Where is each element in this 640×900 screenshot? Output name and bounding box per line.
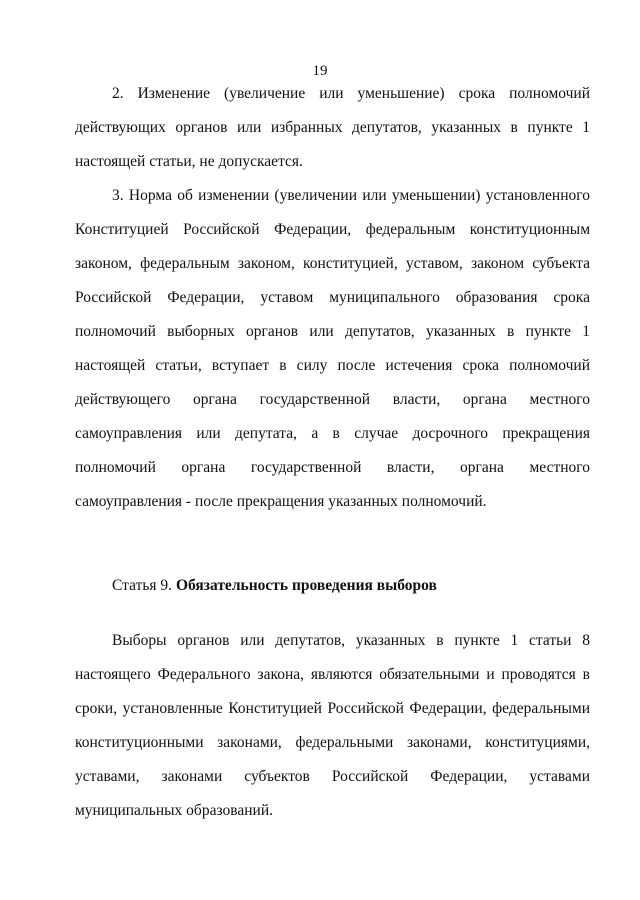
paragraph-term-change: 2. Изменение (увеличение или уменьшение) срока полномочий действующих органов или избранных депутатов, указанных в пункте 1 настоящей статьи, не допускается. [75,85,590,170]
paragraph-norm-entry-into-force: 3. Норма об изменении (увеличении или уменьшении) установленного Конституцией Российской Федерации, федеральным конституционным законом, федеральным законом, конституцией, уставом, законом субъекта Российской Федерации, уставом муниципального образования срока полномочий выборных органов или депутатов, указанных в пункте 1 настоящей статьи, вступает в силу после истечения срока полномочий действующего органа государственной власти, органа местного самоуправления или депутата, а в случае досрочного прекращения полномочий органа государственной власти, органа местного самоуправления - после прекращения указанных полномочий. [75,187,590,510]
paragraph-article-body: Выборы органов или депутатов, указанных в пункте 1 статьи 8 настоящего Федерального закона, являются обязательными и проводятся в сроки, установленные Конституцией Российской Федерации, федеральными конституционными законами, федеральными законами, конституциями, уставами, законами субъектов Российской Федерации, уставами муниципальных образований. [75,632,590,819]
article-title: Обязательность проведения выборов [175,577,437,594]
article-heading [112,574,437,598]
article-label: Статья 9. [112,577,173,594]
page-number: 19 [312,63,328,79]
